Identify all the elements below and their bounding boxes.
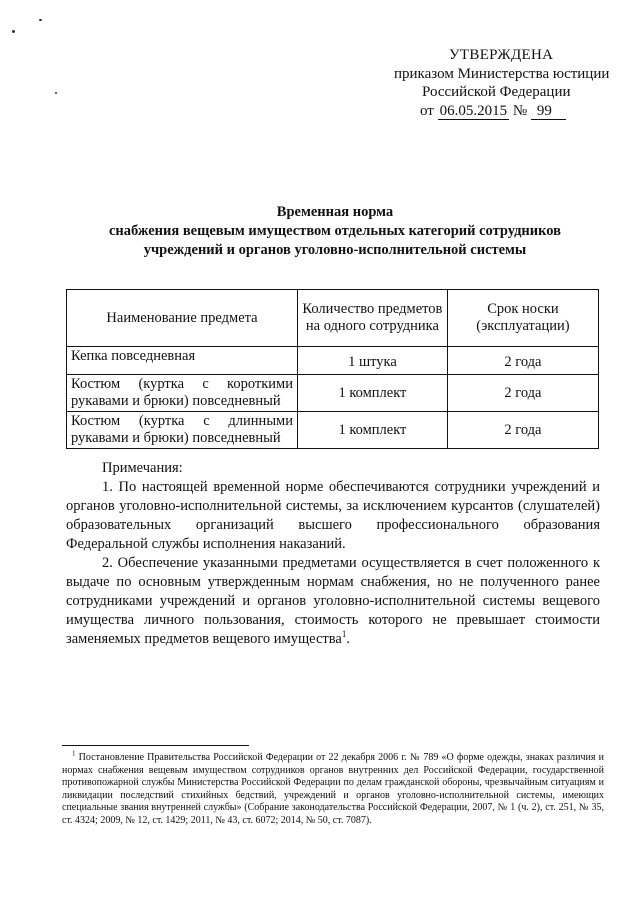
approval-date-line	[420, 102, 620, 121]
notes-section	[66, 459, 600, 649]
footnote-marker: 1	[72, 749, 76, 758]
approval-issuer: приказом Министерства юстиции	[394, 65, 610, 82]
approval-number: 99	[531, 104, 566, 120]
date-prefix: от	[420, 102, 434, 119]
footnote-reference: 1	[341, 629, 347, 640]
table-row	[67, 347, 599, 375]
document-title	[60, 203, 610, 260]
table-row	[67, 412, 599, 449]
title-line-3: учреждений и органов уголовно-исполнительной системы	[143, 242, 527, 258]
header-term: Срок носки (эксплуатации)	[447, 290, 598, 347]
table-row	[67, 375, 599, 412]
row-term: 2 года	[447, 347, 598, 375]
supply-norm-table	[66, 289, 599, 449]
table-header-row	[67, 290, 599, 347]
title-line-2: снабжения вещевым имуществом отдельных категорий сотрудников	[108, 223, 562, 239]
scan-speck	[55, 92, 57, 94]
scan-speck	[39, 19, 42, 21]
header-item-name: Наименование предмета	[67, 290, 298, 347]
approval-stamp	[380, 46, 620, 120]
approval-date: 06.05.2015	[439, 102, 508, 119]
number-prefix: №	[512, 102, 528, 119]
row-item-name: Кепка повседневная	[67, 347, 298, 375]
scan-speck	[12, 30, 15, 33]
row-term: 2 года	[447, 375, 598, 412]
footnote-text: Постановление Правительства Российской Федерации от 22 декабря 2006 г. № 789 «О форме одежды, знаках различия и нормах снабжения вещевым имуществом сотрудников органов внутренних дел Российской Федерации, государственной противопожарной службы Министерства Российской Федерации по делам гражданской обороны, чрезвычайным ситуациям и ликвидации последствий стихийных бедствий, учреждений и органов уголовно-исполнительной системы, имеющих специальные звания внутренней службы» (Собрание законодательства Российской Федерации, 2007, № 1 (ч. 2), ст. 251, № 35, ст. 4324; 2009, № 12, ст. 1429; 2011, № 43, ст. 6072; 2014, № 50, ст. 7087).	[62, 752, 605, 826]
row-item-name: Костюм (куртка с длинными рукавами и брюки) повседневный	[67, 412, 298, 449]
row-quantity: 1 комплект	[298, 412, 448, 449]
row-quantity: 1 комплект	[298, 375, 448, 412]
footnote	[62, 749, 605, 827]
footnote-separator	[62, 745, 249, 746]
row-item-name: Костюм (куртка с короткими рукавами и брюки) повседневный	[67, 375, 298, 412]
note-text: 1. По настоящей временной норме обеспечиваются сотрудники учреждений и органов уголовно-исполнительной системы, за исключением курсантов (слушателей) образовательных организаций высшего профессионального образования Федеральной службы исполнения наказаний.	[66, 479, 600, 552]
row-quantity: 1 штука	[298, 347, 448, 375]
header-quantity: Количество предметов на одного сотрудника	[298, 290, 448, 347]
note-text: 2. Обеспечение указанными предметами осуществляется в счет положенного к выдаче по основным утвержденным нормам снабжения, но не полученного ранее сотрудниками учреждений и органов уголовно-исполнительной системы вещевого имущества личного пользования, стоимость которого не превышает стоимости заменяемых предметов вещевого имущества	[66, 555, 600, 647]
notes-heading: Примечания:	[102, 460, 183, 476]
approval-title: УТВЕРЖДЕНА	[449, 47, 554, 63]
approval-country: Российской Федерации	[422, 84, 571, 100]
note-item-1	[66, 478, 600, 554]
note-item-2: 2. Обеспечение указанными предметами осуществляется в счет положенного к выдаче по основным утвержденным нормам снабжения, но не полученного ранее сотрудниками учреждений и органов уголовно-исполнительной системы вещевого имущества личного пользования, стоимость которого не превышает стоимости заменяемых предметов вещевого имущества$^1$.	[66, 555, 600, 647]
row-term: 2 года	[447, 412, 598, 449]
title-line-1: Временная норма	[276, 204, 394, 220]
